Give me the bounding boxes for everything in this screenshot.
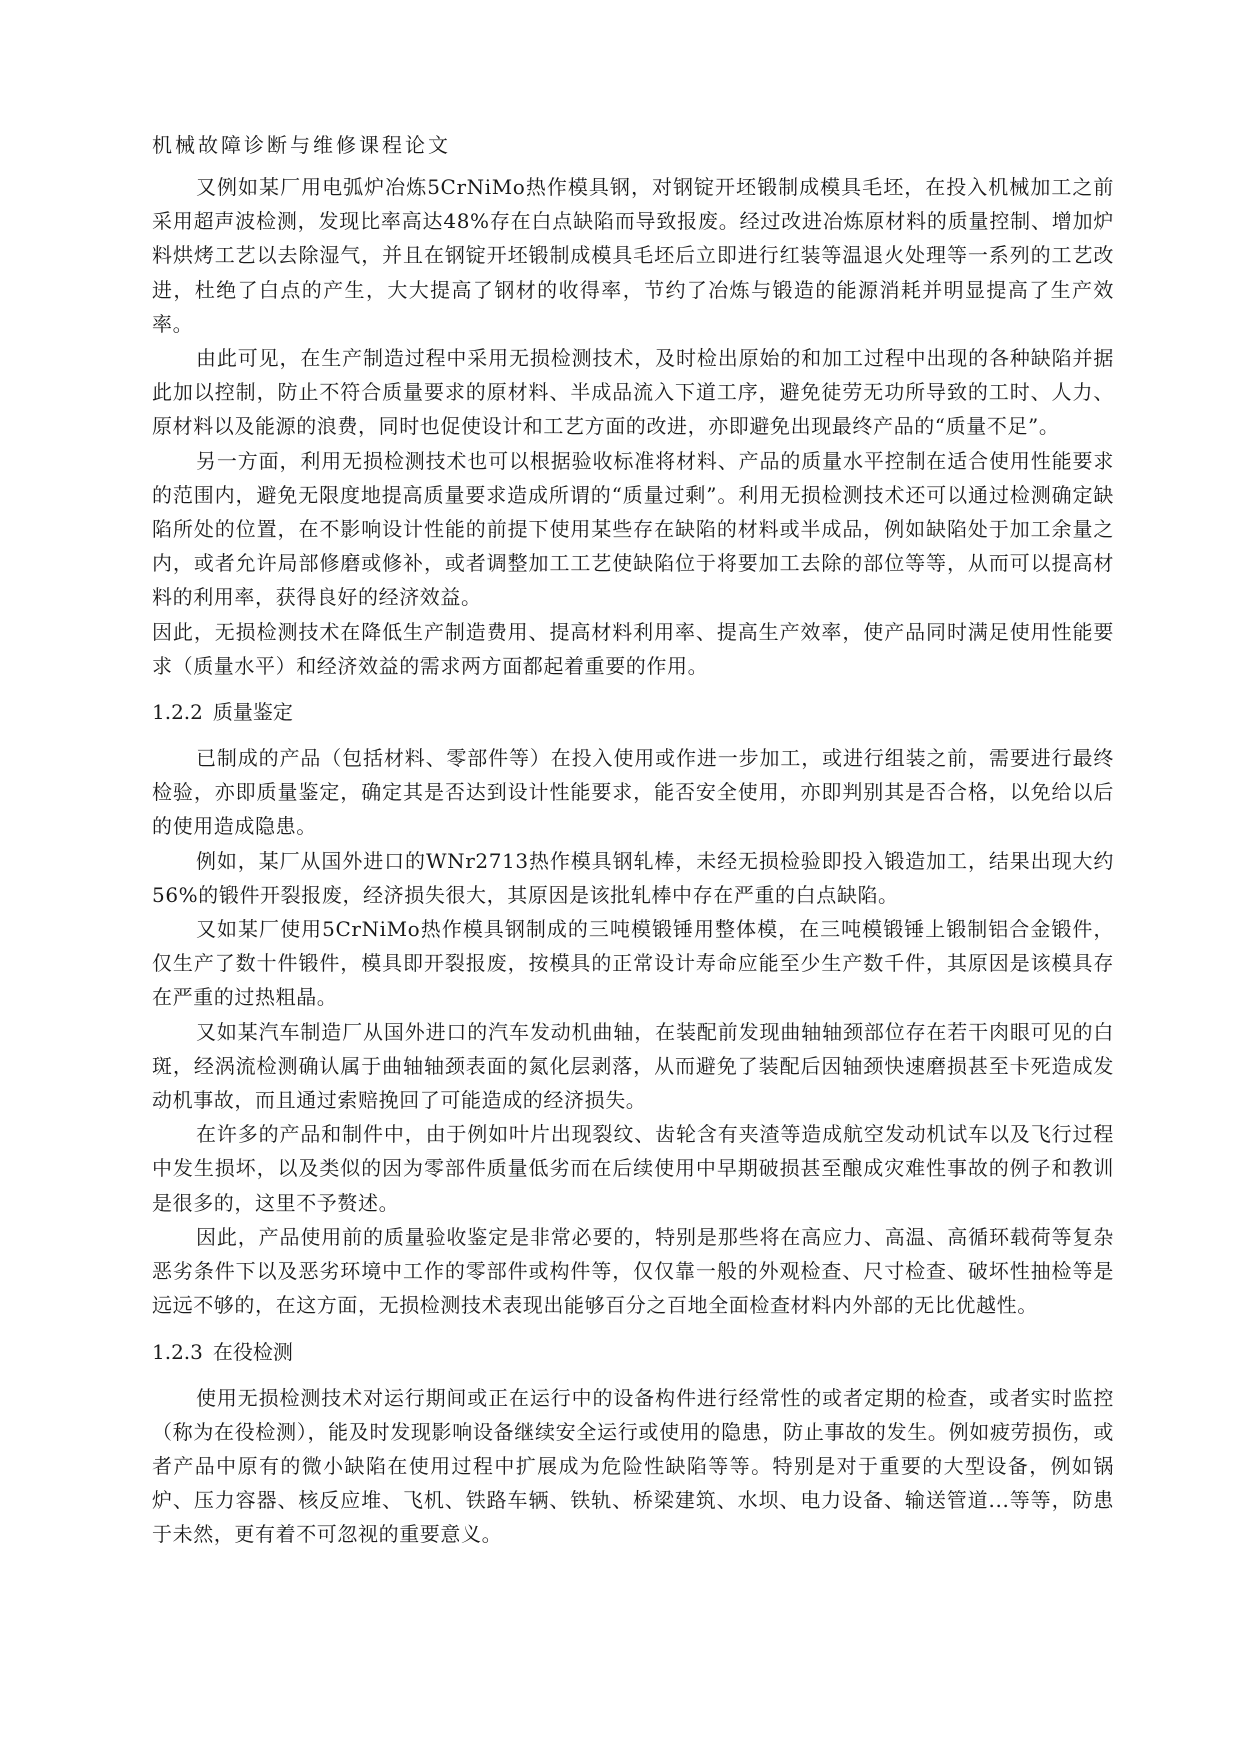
section-number: 1.2.3: [152, 1339, 203, 1364]
paragraph-3: 另一方面，利用无损检测技术也可以根据验收标准将材料、产品的质量水平控制在适合使用性能要求的范围内，避免无限度地提高质量要求造成所谓的“质量过剩”。利用无损检测技术还可以通过检测确定缺陷所处的位置，在不影响设计性能的前提下使用某些存在缺陷的材料或半成品，例如缺陷处于加工余量之内，或者允许局部修磨或修补，或者调整加工工艺使缺陷位于将要加工去除的部位等等，从而可以提高材料的利用率，获得良好的经济效益。: [152, 448, 1114, 610]
document-page: [152, 128, 1114, 1552]
paragraph-1: 又例如某厂用电弧炉冶炼5CrNiMo热作模具钢，对钢锭开坯锻制成模具毛坯，在投入机械加工之前采用超声波检测，发现比率高达48%存在白点缺陷而导致报废。经过改进冶炼原材料的质量控制、增加炉料烘烤工艺以去除湿气，并且在钢锭开坯锻制成模具毛坯后立即进行红装等温退火处理等一系列的工艺改进，杜绝了白点的产生，大大提高了钢材的收得率，节约了冶炼与锻造的能源消耗并明显提高了生产效率。: [152, 175, 1114, 336]
paragraph-5: 已制成的产品（包括材料、零部件等）在投入使用或作进一步加工，或进行组装之前，需要进行最终检验，亦即质量鉴定，确定其是否达到设计性能要求，能否安全使用，亦即判别其是否合格，以免给以后的使用造成隐患。: [152, 746, 1114, 839]
paragraph-9: 在许多的产品和制件中，由于例如叶片出现裂纹、齿轮含有夹渣等造成航空发动机试车以及飞行过程中发生损坏，以及类似的因为零部件质量低劣而在后续使用中早期破损甚至酿成灾难性事故的例子和教训是很多的，这里不予赘述。: [152, 1122, 1114, 1215]
paragraph-6: 例如，某厂从国外进口的WNr2713热作模具钢轧棒，未经无损检验即投入锻造加工，结果出现大约56%的锻件开裂报废，经济损失很大，其原因是该批轧棒中存在严重的白点缺陷。: [152, 848, 1114, 907]
section-title: 质量鉴定: [212, 700, 293, 725]
section-heading-1-2-3: [152, 1335, 1114, 1369]
paragraph-11: 使用无损检测技术对运行期间或正在运行中的设备构件进行经常性的或者定期的检查，或者实时监控（称为在役检测），能及时发现影响设备继续安全运行或使用的隐患，防止事故的发生。例如疲劳损伤，或者产品中原有的微小缺陷在使用过程中扩展成为危险性缺陷等等。特别是对于重要的大型设备，例如锅炉、压力容器、核反应堆、飞机、铁路车辆、铁轨、桥梁建筑、水坝、电力设备、输送管道...等等，防患于未然，更有着不可忽视的重要意义。: [152, 1385, 1114, 1547]
paragraph-4: 因此，无损检测技术在降低生产制造费用、提高材料利用率、提高生产效率，使产品同时满足使用性能要求（质量水平）和经济效益的需求两方面都起着重要的作用。: [152, 619, 1114, 678]
section-heading-1-2-2: [152, 695, 1114, 729]
running-header: 机械故障诊断与维修课程论文: [152, 133, 451, 157]
paragraph-10: 因此，产品使用前的质量验收鉴定是非常必要的，特别是那些将在高应力、高温、高循环载荷等复杂恶劣条件下以及恶劣环境中工作的零部件或构件等，仅仅靠一般的外观检查、尺寸检查、破坏性抽检等是远远不够的，在这方面，无损检测技术表现出能够百分之百地全面检查材料内外部的无比优越性。: [152, 1224, 1114, 1318]
paragraph-7: 又如某厂使用5CrNiMo热作模具钢制成的三吨模锻锤用整体模，在三吨模锻锤上锻制铝合金锻件，仅生产了数十件锻件，模具即开裂报废，按模具的正常设计寿命应能至少生产数千件，其原因是该模具存在严重的过热粗晶。: [152, 917, 1114, 1010]
paragraph-8: 又如某汽车制造厂从国外进口的汽车发动机曲轴，在装配前发现曲轴轴颈部位存在若干肉眼可见的白斑，经涡流检测确认属于曲轴轴颈表面的氮化层剥落，从而避免了装配后因轴颈快速磨损甚至卡死造成发动机事故，而且通过索赔挽回了可能造成的经济损失。: [152, 1019, 1114, 1113]
section-title: 在役检测: [212, 1339, 293, 1364]
section-number: 1.2.2: [152, 700, 203, 725]
paragraph-2: 由此可见，在生产制造过程中采用无损检测技术，及时检出原始的和加工过程中出现的各种缺陷并据此加以控制，防止不符合质量要求的原材料、半成品流入下道工序，避免徒劳无功所导致的工时、人力、原材料以及能源的浪费，同时也促使设计和工艺方面的改进，亦即避免出现最终产品的“质量不足”。: [152, 346, 1114, 439]
